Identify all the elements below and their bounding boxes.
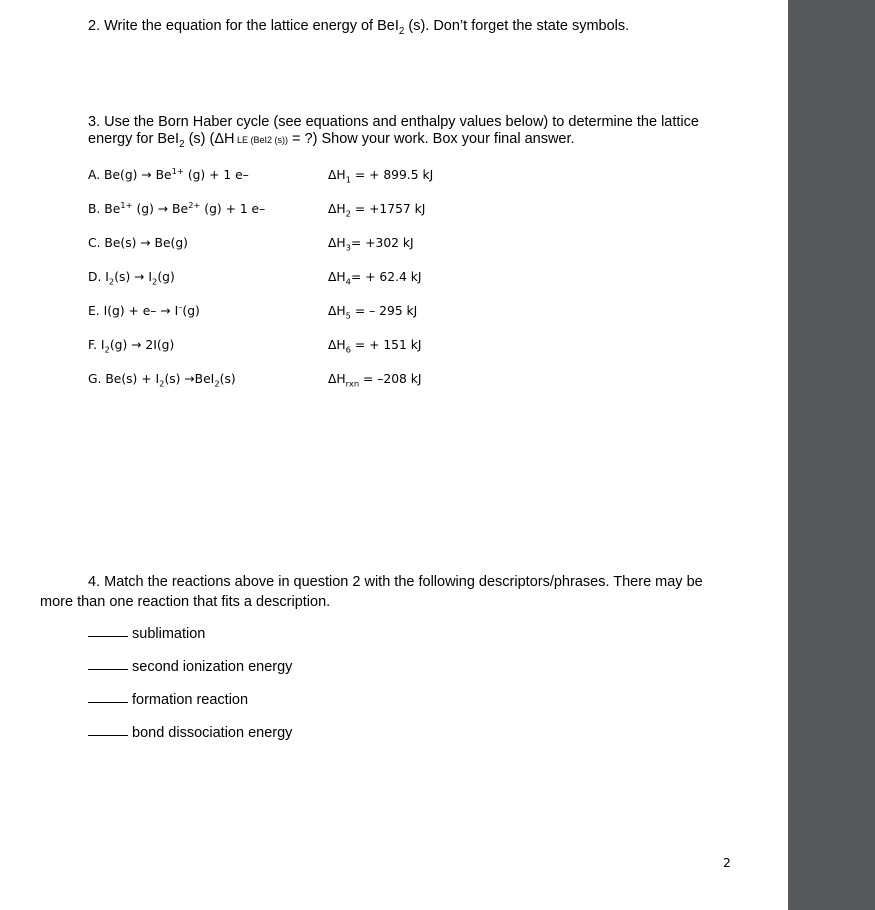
enthalpy-g <box>328 372 422 389</box>
text: (s) <box>219 372 236 386</box>
reaction-d <box>88 270 175 287</box>
subscript: 2 <box>152 276 158 287</box>
question-3-line-1: 3. Use the Born Haber cycle (see equations and enthalpy values below) to determine the lattice <box>88 114 699 130</box>
delta-h: ΔH <box>328 236 346 250</box>
charge: 2+ <box>188 199 201 210</box>
dh-subscript: 2 <box>345 208 351 219</box>
delta-h: ΔH <box>328 338 346 352</box>
question-2 <box>88 18 630 37</box>
answer-blank[interactable] <box>88 725 128 736</box>
subscript: 2 <box>104 344 110 355</box>
text: (g) <box>182 304 200 318</box>
dh-value: = + 62.4 kJ <box>351 270 422 284</box>
dh-subscript: 5 <box>345 310 351 321</box>
text: G. Be(s) + I <box>88 372 160 386</box>
dh-subscript: 6 <box>345 344 351 355</box>
text: (g) <box>157 270 175 284</box>
descriptor-sublimation <box>88 626 205 642</box>
text: C. Be(s) <box>88 236 141 250</box>
text: F. I <box>88 338 105 352</box>
enthalpy-a <box>328 168 434 185</box>
question-3-line-2 <box>88 131 575 150</box>
subscript: 2 <box>214 378 220 389</box>
answer-blank[interactable] <box>88 692 128 703</box>
reaction-b <box>88 199 266 216</box>
answer-blank[interactable] <box>88 659 128 670</box>
reaction-c <box>88 236 188 250</box>
descriptor-second-ionization <box>88 659 292 675</box>
text: (s) <box>164 372 185 386</box>
text: E. I(g) + e– <box>88 304 161 318</box>
descriptor-formation <box>88 692 248 708</box>
delta-h: ΔH <box>328 168 346 182</box>
viewer-scroll-gutter[interactable] <box>788 0 875 910</box>
charge: 1+ <box>171 165 184 176</box>
q2-lead: 2. Write the equation for the lattice energy of BeI <box>88 18 399 34</box>
arrow-icon: → <box>157 202 169 216</box>
dh-value: = +302 kJ <box>351 236 414 250</box>
text: B. Be <box>88 202 121 216</box>
question-4-line-1: 4. Match the reactions above in question 2 with the following descriptors/phrases. There may be <box>88 574 703 590</box>
enthalpy-f <box>328 338 422 355</box>
enthalpy-b <box>328 202 426 219</box>
arrow-icon: → <box>140 236 151 250</box>
text: 2I(g) <box>141 338 175 352</box>
dh-subscript: 3 <box>345 242 351 253</box>
arrow-icon: → <box>131 338 142 352</box>
arrow-icon: → <box>134 270 145 284</box>
enthalpy-c <box>328 236 414 253</box>
text: Be <box>172 202 189 216</box>
arrow-icon: → <box>141 168 152 182</box>
text: (g) <box>132 202 158 216</box>
q3-line2-a: energy for BeI <box>88 131 180 147</box>
q2-tail: (s). Don’t forget the state symbols. <box>404 18 630 34</box>
descriptor-label: bond dissociation energy <box>132 725 293 741</box>
text: D. I <box>88 270 109 284</box>
reaction-f <box>88 338 175 355</box>
reaction-g <box>88 372 236 389</box>
charge: – <box>178 301 183 312</box>
q3-line2-c: = ?) Show your work. Box your final answer. <box>288 131 575 147</box>
descriptor-label: formation reaction <box>132 692 249 708</box>
text: (s) <box>114 270 135 284</box>
charge: 1+ <box>120 199 133 210</box>
dh-value: = + 899.5 kJ <box>351 168 434 182</box>
subscript: 2 <box>108 276 115 287</box>
dh-value: = –208 kJ <box>359 372 422 386</box>
text: Be <box>155 168 172 182</box>
q3-lattice-label: LE (BeI2 (s)) <box>234 135 289 145</box>
q3-line2-b: (s) (ΔH <box>184 131 235 147</box>
dh-value: = – 295 kJ <box>351 304 418 318</box>
text: BeI <box>194 372 215 386</box>
q2-subscript: 2 <box>398 25 405 37</box>
subscript: 2 <box>159 378 165 389</box>
descriptor-label: sublimation <box>132 626 206 642</box>
reaction-e <box>88 301 200 318</box>
dh-value: = + 151 kJ <box>351 338 422 352</box>
delta-h: ΔH <box>328 372 346 386</box>
q3-line2-subscript: 2 <box>179 138 185 150</box>
dh-subscript: rxn <box>345 378 360 389</box>
descriptor-bond-dissociation <box>88 725 292 741</box>
arrow-icon: → <box>184 372 195 386</box>
text: (g) + 1 e– <box>183 168 249 182</box>
reaction-a <box>88 165 249 182</box>
dh-subscript: 4 <box>345 276 351 287</box>
delta-h: ΔH <box>328 202 346 216</box>
arrow-icon: → <box>160 304 171 318</box>
dh-subscript: 1 <box>345 174 351 185</box>
text: A. Be(g) <box>88 168 138 182</box>
question-4-line-2: more than one reaction that fits a description. <box>40 594 331 610</box>
enthalpy-d <box>328 270 422 287</box>
delta-h: ΔH <box>328 270 346 284</box>
dh-value: = +1757 kJ <box>351 202 426 216</box>
answer-blank[interactable] <box>88 626 128 637</box>
text: (g) + 1 e– <box>200 202 266 216</box>
text: I <box>144 270 153 284</box>
delta-h: ΔH <box>328 304 346 318</box>
descriptor-label: second ionization energy <box>132 659 293 675</box>
page-number: 2 <box>723 856 731 870</box>
text: (g) <box>109 338 132 352</box>
text: Be(g) <box>150 236 188 250</box>
enthalpy-e <box>328 304 418 321</box>
text: I <box>170 304 179 318</box>
